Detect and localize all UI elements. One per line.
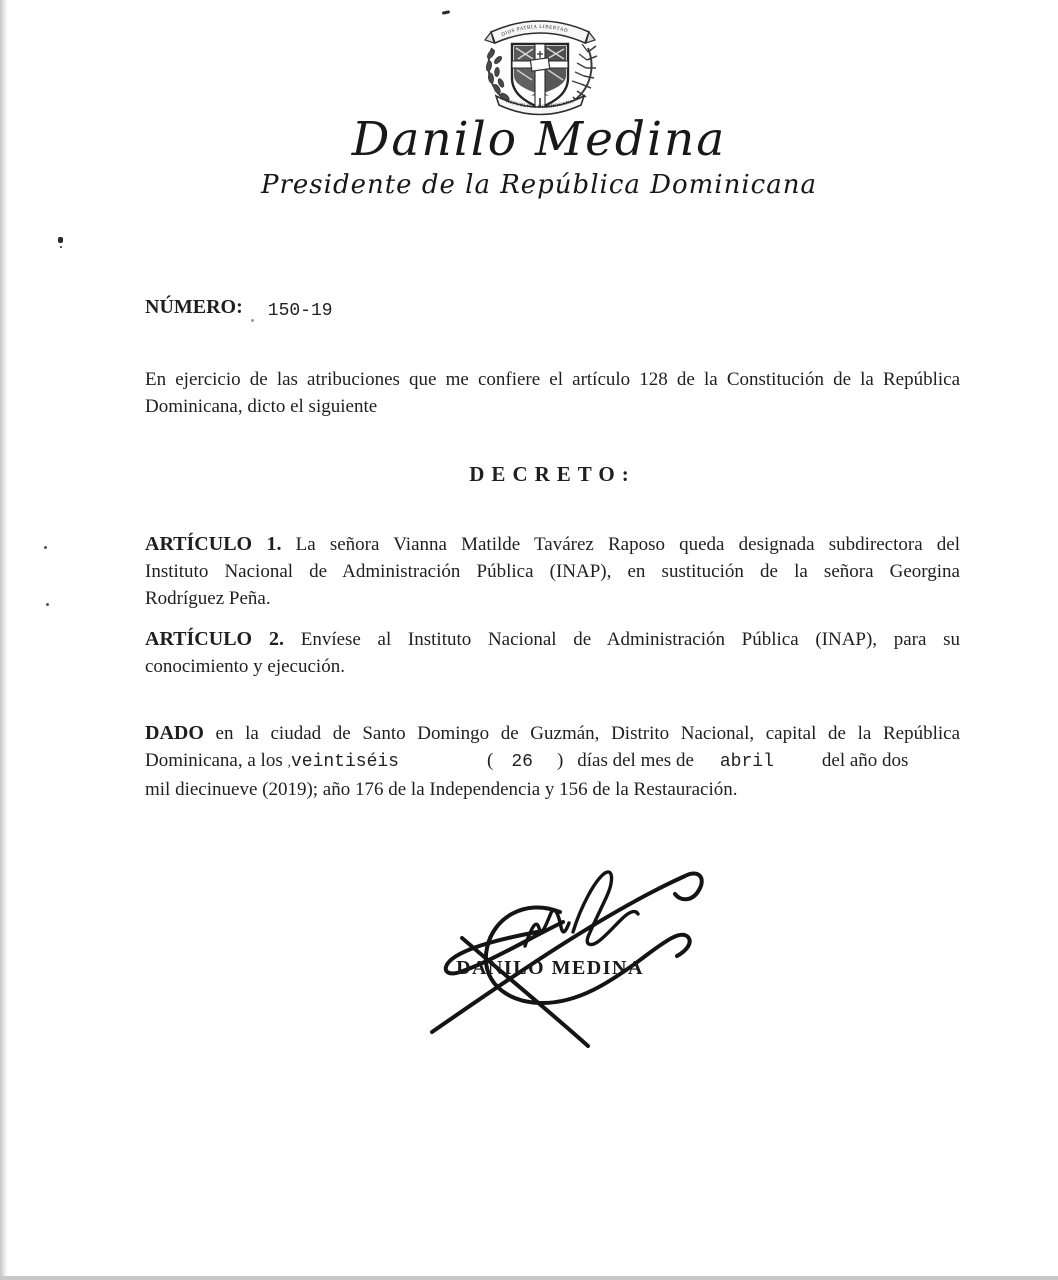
dado-line-1 — [145, 720, 960, 747]
article-1-paragraph — [145, 531, 960, 612]
article-2-text: Envíese al Instituto Nacional de Administración Pública (INAP), para su — [300, 629, 961, 650]
motto-top-text: DIOS PATRIA LIBERTAD — [501, 24, 569, 38]
article-1-label: ARTÍCULO 1. — [145, 533, 282, 555]
scan-edge-left — [0, 0, 8, 1280]
decree-number-line — [145, 294, 960, 323]
dado-paragraph — [145, 720, 960, 803]
article-1-line-2: Instituto Nacional de Administración Pública (INAP), en sustitución de la señora Georgina — [145, 561, 960, 582]
scan-edge-bottom — [0, 1276, 1058, 1280]
scan-speck — [58, 237, 63, 243]
article-2-label: ARTÍCULO 2. — [145, 628, 285, 650]
typed-month: abril — [719, 752, 774, 772]
article-2-paragraph — [145, 626, 960, 680]
laurel-branch — [486, 48, 511, 102]
blank-space — [533, 765, 557, 766]
scan-speck — [46, 603, 49, 606]
blank-space — [694, 765, 720, 766]
typed-day-word: veintiséis — [290, 752, 399, 772]
dado-line-3: mil diecinueve (2019); año 176 de la Independencia y 156 de la Restauración. — [145, 779, 738, 800]
typed-day-number: 26 — [511, 752, 533, 772]
coat-of-arms — [478, 10, 602, 122]
decree-number-value: 150-19 — [267, 301, 333, 321]
scan-speck — [442, 10, 450, 15]
scan-speck — [60, 246, 62, 248]
article-2-line-2: conocimiento y ejecución. — [145, 656, 345, 677]
blank-space — [774, 765, 822, 766]
blank-space — [493, 765, 511, 766]
signature-flourish — [405, 850, 715, 1055]
signatory-title-script: Presidente de la República Dominicana — [260, 170, 817, 200]
article-2-line-1 — [145, 626, 960, 653]
stray-comma-mark: , — [287, 755, 291, 770]
paren-close: ) — [556, 750, 564, 771]
intro-line-1: En ejercicio de las atribuciones que me confiere el artículo 128 de la Constitución de la República — [145, 369, 960, 390]
article-1-text: La señora Vianna Matilde Tavárez Raposo queda designada subdirectora del — [295, 534, 961, 555]
dado-line2-mid: días del mes de — [577, 750, 694, 771]
paren-open: ( — [487, 750, 494, 771]
decree-heading: DECRETO: — [469, 462, 636, 486]
motto-bottom-text: REPUBLICA DOMINICANA — [505, 99, 575, 111]
signatory-name-script: Danilo Medina — [351, 112, 727, 167]
dado-line2-tail: del año dos — [821, 750, 909, 771]
intro-line-2: Dominicana, dicto el siguiente — [145, 396, 378, 417]
signature-name: DANILO MEDINA — [456, 957, 644, 979]
decree-number-label: NÚMERO: — [145, 296, 243, 318]
dado-text: en la ciudad de Santo Domingo de Guzmán, Distrito Nacional, capital de la República — [215, 723, 961, 744]
dado-label: DADO — [145, 722, 204, 744]
blank-space — [399, 765, 487, 766]
scan-dot — [251, 319, 254, 322]
article-1-line-1 — [145, 531, 960, 558]
dado-line-2 — [145, 747, 960, 776]
intro-paragraph — [145, 366, 960, 420]
dado-line2-pre: Dominicana, a los — [145, 750, 283, 771]
article-1-line-3: Rodríguez Peña. — [145, 588, 271, 609]
bible — [530, 58, 549, 71]
blank-space — [563, 765, 577, 766]
scan-speck — [44, 546, 47, 549]
